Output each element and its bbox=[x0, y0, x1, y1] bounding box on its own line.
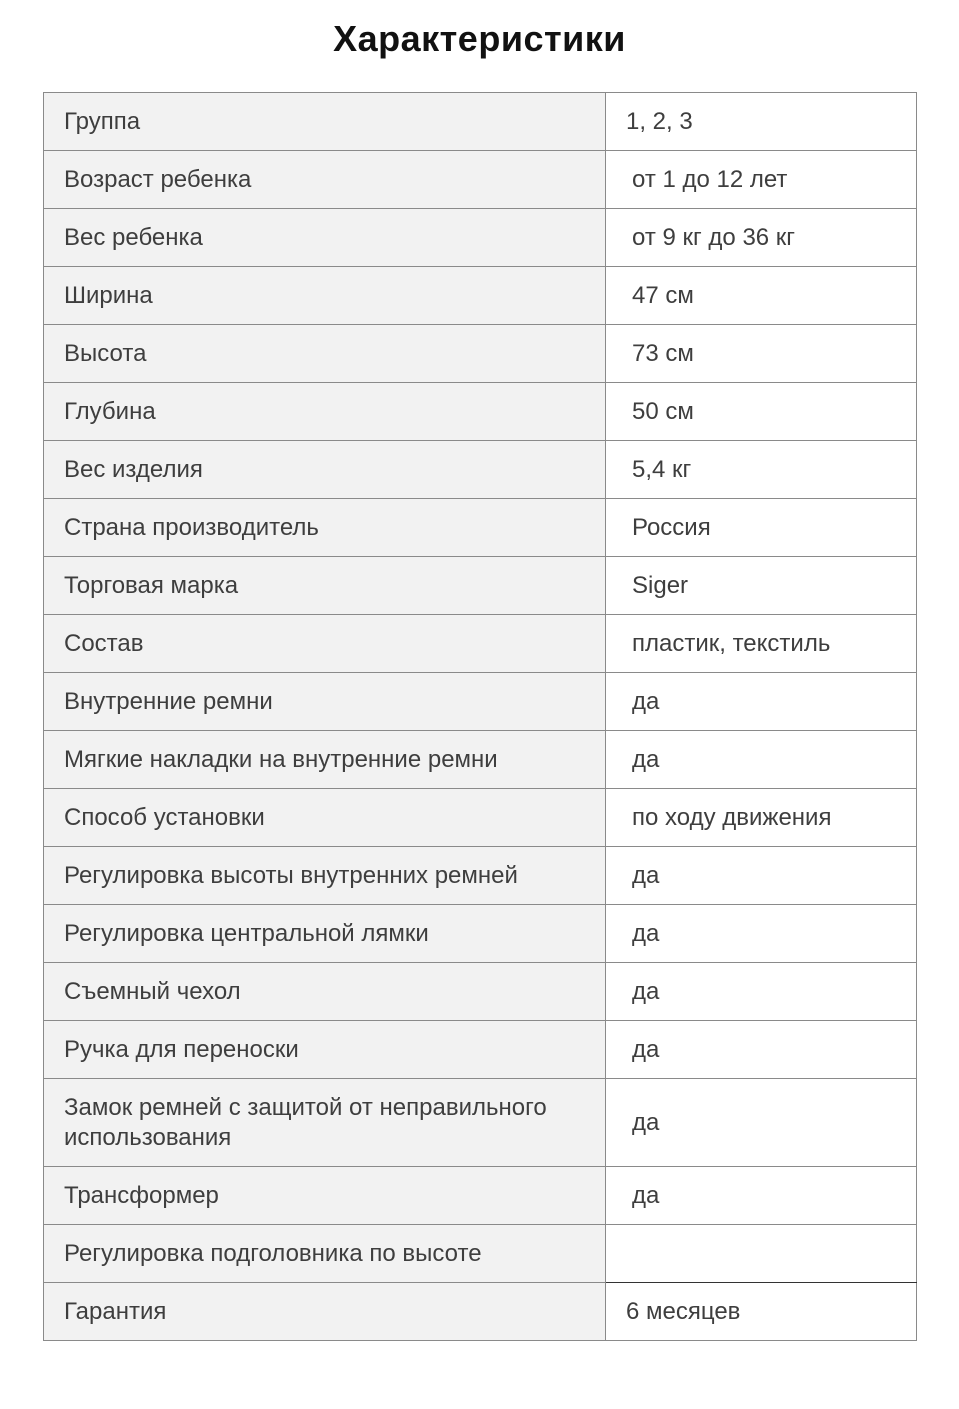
spec-value: да bbox=[606, 905, 917, 963]
spec-value: да bbox=[606, 847, 917, 905]
spec-value bbox=[606, 1225, 917, 1283]
spec-value: да bbox=[606, 963, 917, 1021]
spec-value: по ходу движения bbox=[606, 789, 917, 847]
table-row bbox=[44, 905, 917, 963]
spec-label: Регулировка подголовника по высоте bbox=[44, 1225, 606, 1283]
table-row bbox=[44, 441, 917, 499]
table-row bbox=[44, 1167, 917, 1225]
table-row bbox=[44, 1225, 917, 1283]
spec-label: Возраст ребенка bbox=[44, 151, 606, 209]
spec-value: 50 см bbox=[606, 383, 917, 441]
spec-value: да bbox=[606, 1079, 917, 1167]
spec-value: пластик, текстиль bbox=[606, 615, 917, 673]
spec-label: Состав bbox=[44, 615, 606, 673]
table-row bbox=[44, 557, 917, 615]
table-row bbox=[44, 673, 917, 731]
spec-label: Внутренние ремни bbox=[44, 673, 606, 731]
spec-value: Россия bbox=[606, 499, 917, 557]
spec-value: от 9 кг до 36 кг bbox=[606, 209, 917, 267]
table-row bbox=[44, 151, 917, 209]
spec-label: Гарантия bbox=[44, 1283, 606, 1341]
spec-label: Вес изделия bbox=[44, 441, 606, 499]
spec-label: Регулировка высоты внутренних ремней bbox=[44, 847, 606, 905]
table-row bbox=[44, 267, 917, 325]
table-row bbox=[44, 325, 917, 383]
spec-value: 47 см bbox=[606, 267, 917, 325]
table-row bbox=[44, 615, 917, 673]
table-row bbox=[44, 789, 917, 847]
spec-label: Высота bbox=[44, 325, 606, 383]
spec-label: Ручка для переноски bbox=[44, 1021, 606, 1079]
table-row bbox=[44, 731, 917, 789]
spec-value: 1, 2, 3 bbox=[606, 93, 917, 151]
table-row bbox=[44, 963, 917, 1021]
spec-label: Трансформер bbox=[44, 1167, 606, 1225]
table-row bbox=[44, 209, 917, 267]
table-row bbox=[44, 383, 917, 441]
spec-label: Группа bbox=[44, 93, 606, 151]
spec-value: да bbox=[606, 673, 917, 731]
spec-label: Регулировка центральной лямки bbox=[44, 905, 606, 963]
spec-value: Siger bbox=[606, 557, 917, 615]
table-row bbox=[44, 1283, 917, 1341]
spec-value: 6 месяцев bbox=[606, 1283, 917, 1341]
table-row bbox=[44, 499, 917, 557]
spec-value: 5,4 кг bbox=[606, 441, 917, 499]
spec-value: да bbox=[606, 731, 917, 789]
spec-label: Замок ремней с защитой от неправильного использования bbox=[44, 1079, 606, 1167]
table-row bbox=[44, 847, 917, 905]
spec-value: да bbox=[606, 1021, 917, 1079]
table-row bbox=[44, 1021, 917, 1079]
spec-value: 73 см bbox=[606, 325, 917, 383]
table-row bbox=[44, 1079, 917, 1167]
spec-label: Торговая марка bbox=[44, 557, 606, 615]
spec-value: да bbox=[606, 1167, 917, 1225]
spec-label: Ширина bbox=[44, 267, 606, 325]
spec-label: Способ установки bbox=[44, 789, 606, 847]
spec-label: Глубина bbox=[44, 383, 606, 441]
spec-label: Съемный чехол bbox=[44, 963, 606, 1021]
specs-table bbox=[43, 92, 917, 1341]
spec-label: Мягкие накладки на внутренние ремни bbox=[44, 731, 606, 789]
spec-label: Страна производитель bbox=[44, 499, 606, 557]
spec-value: от 1 до 12 лет bbox=[606, 151, 917, 209]
spec-label: Вес ребенка bbox=[44, 209, 606, 267]
table-row bbox=[44, 93, 917, 151]
page-title: Характеристики bbox=[333, 18, 626, 59]
